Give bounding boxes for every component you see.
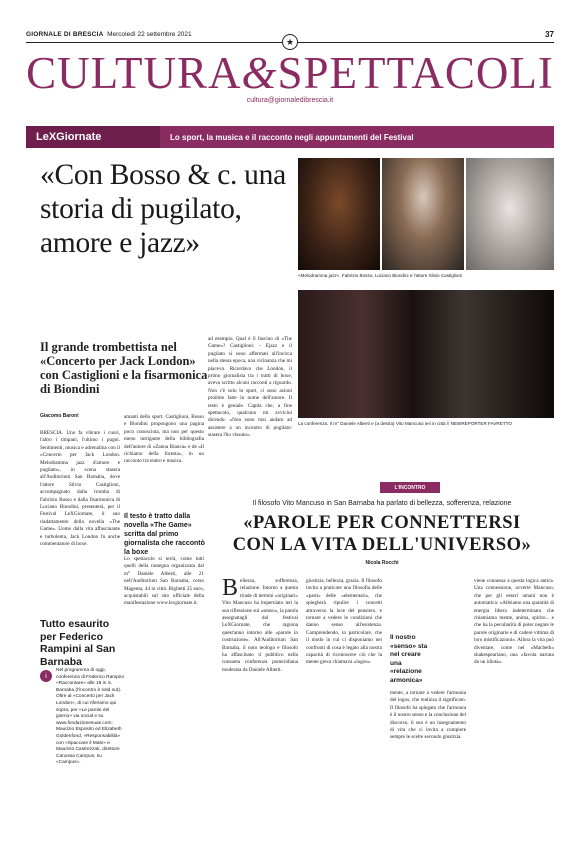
article1-column-1 bbox=[40, 430, 120, 551]
sidebar-text: Nel programma di oggi, conferenza di Federico Rampini «Raccontare» alle 18 in S. Barnaba (l'incontro è sold out). Oltre al «Concerto per Jack London», di cui riferiamo qui sopra, per «Le parole del giorno» via social e su www.fondazionesuas.com: Maurizio Esposito ed Elizabeth Goldenfond, «Responsabilità» con «Spaccare il Male» e Maurizio Castrezzati, direttore Canossa Campus, su «Campus». bbox=[56, 668, 124, 766]
issue-date: Mercoledì 22 settembre 2021 bbox=[107, 30, 192, 38]
photo-castiglioni bbox=[466, 158, 554, 270]
banner-subtitle: Lo sport, la musica e il racconto negli appuntamenti del Festival bbox=[170, 132, 414, 142]
section-title bbox=[26, 49, 554, 97]
article2-col2-text: giustizia, bellezza, grazia. Il filosofo invita a praticare una filosofia delle «parti» delle «elementari», che spiegherà ripulire i concetti attraverso la luce del pensiero, e tornare a vedere le condizioni che danno senso all'esistenza. Comprendendo, in particolare, che il modo in cui ci disponiamo nei confronti di cosa è legato alla nostra capacità di riconoscere ciò che la mente greca chiamava «logos». bbox=[306, 578, 382, 666]
article2-column-2 bbox=[306, 578, 382, 669]
article1-byline: Giacomo Baroni bbox=[40, 413, 79, 419]
banner-tag: LeXGiornate bbox=[26, 126, 160, 148]
article2-pullquote: Il nostro «senso» sta nel creare una «relazione armonica» bbox=[390, 634, 428, 684]
article2-col1-text: ellezza, sofferenza, relazione. Intorno a questa triade di termini «originari» Vito Mancuso ha imperniato ieri la sua riflessione sul «senso», la parola assegnatagli dal festival LeXGiornate, che ragiona quest'anno intorno alle «parole in costruzione». All'Auditorium San Barnaba, il noto teologo e filosofo ha affascinato il pubblico nella consueta conferenza pomeridiana moderata da Daniele Alberti. bbox=[222, 578, 298, 673]
page-number: 37 bbox=[545, 29, 554, 39]
article1-col2b-text: Lo spettacolo si terrà, come tutti quelli della rassegna organizzata dal m° Daniele Alberti, alle 21 nell'Auditorium San Barnaba, corso Magenta, 44 in città. Biglietti 25 euro, acquistabili sul sito ufficiale della manifestazione www.lexgiornate.it. bbox=[124, 556, 204, 607]
article2-kicker: Il filosofo Vito Mancuso in San Barnaba ha parlato di bellezza, sofferenza, relazione bbox=[252, 500, 512, 507]
photo-caption-top: «Melodramma jazz». Fabrizio Bosso, Luciano Biondini e l'attore Silvio Castiglioni bbox=[298, 273, 463, 278]
article1-column-3 bbox=[208, 336, 292, 442]
article1-column-2 bbox=[124, 414, 204, 468]
article1-col2-text: amanti dello sport. Castiglioni, Bosso e Biondini propongono una pagina poco conosciuta, ma non per questo meno intrigante della bibliografia dell'autore di «Zanna Bianca» e de «Il richiamo della foresta», in un racconto tra teatro e musica. bbox=[124, 414, 204, 465]
article2-column-4 bbox=[474, 578, 554, 669]
sidebar-title: Tutto esaurito per Federico Rampini al San Barnaba bbox=[40, 618, 116, 668]
paper-name: GIORNALE DI BRESCIA bbox=[26, 30, 104, 38]
section-email[interactable]: cultura@giornaledibrescia.it bbox=[246, 97, 334, 104]
drop-cap: B bbox=[222, 575, 239, 601]
photo-conference bbox=[298, 290, 554, 418]
festival-banner bbox=[26, 126, 554, 148]
article2-column-3 bbox=[390, 690, 466, 744]
article2-headline: «PAROLE PER CONNETTERSI CON LA VITA DELL'UNIVERSO» bbox=[232, 513, 532, 555]
article1-column-2b bbox=[124, 556, 204, 610]
article1-headline: «Con Bosso & c. una storia di pugilato, amore e jazz» bbox=[40, 159, 286, 259]
article1-deck: Il grande trombettista nel «Concerto per Jack London» con Castiglioni e la fisarmonica di Biondini bbox=[40, 340, 208, 396]
article1-col1-text: BRESCIA. Uno fa vibrare i cuori, l'altro i timpani, l'ultimo i pugni. Sentimenti, musica e adrenalina con il «Concerto per Jack London. Melodramma jazz d'amore e pugilato», in scena stasera all'Auditorium San Barnaba, dove l'attore Silvio Castiglioni, accompagnato dalla tromba di Fabrizio Bosso e dalla fisarmonica di Luciano Biondini, presenterà, per il Festival LeXGiornate, il suo riadattamento della novella «The Game». Uomo dalla vita affascinante e turbolenta, Jack London fu anche commentatore di boxe. bbox=[40, 430, 120, 548]
star-icon: ★ bbox=[282, 34, 298, 50]
section-title-amp: & bbox=[241, 48, 278, 98]
article1-col3-text: ad esempio. Qual è il fascino di «The Game»? Castiglioni: - Ejazz e il pugilato si sono affermati all'incirca nella stessa epoca, una vicinanza che mi piaceva. Ricordavo che London, il primo giornalista tra i tratti di boxe, aveva scritto alcuni racconti a riguardo. Non c'è solo lo sport, ci sono azioni proibite fatte in nome dell'amore. Il testo è geniale. Capita che, a fine spettacolo, qualcuno mi avvicini dicendo: «Non sono mai andato ad assistere a un incontro di pugilato: stasera l'ho vissuto». bbox=[208, 336, 292, 439]
article1-pullquote: Il testo è tratto dalla novella «The Game» scritta dal primo giornalista che raccontò la boxe bbox=[124, 513, 205, 556]
article2-col3-text: mente, a tornare a vedere l'armonia del logos, che realizza il significato. Il filosofo ha spiegato che l'armonia è il nostro senso e la conclusione del discorso, il suo è un insegnamento di vita che ci invita a compiere sempre le scelte secondo giustizia. bbox=[390, 690, 466, 741]
header-left bbox=[26, 31, 192, 38]
article2-column-1 bbox=[222, 575, 298, 676]
section-title-a: CULTURA bbox=[26, 48, 242, 98]
photo-caption-bottom: La conferenza. Il m° Daniele Alberti e (a destra) Vito Mancuso ieri in città // NEWREPORTER FAVRETTO bbox=[298, 421, 512, 426]
article2-label: L'INCONTRO bbox=[380, 482, 440, 493]
photo-bosso bbox=[298, 158, 380, 270]
section-title-b: SPETTACOLI bbox=[277, 48, 554, 98]
article2-byline: Nicola Rocchi bbox=[365, 560, 399, 566]
photo-biondini bbox=[382, 158, 464, 270]
info-icon: i bbox=[40, 670, 52, 682]
article2-col4-text: viene connessa a questa logica antica. Una connessione, avverte Mancuso, che per gli esseri umani non è automatica: «Abbiamo una quantità di energia libera indeterminata che chiamiamo mente, anima, spirito... e che ha la peculiarità di poter negare le parole originarie e di cadere vittima di loro mistificazioni». Allora la vita può diventare, come nel «Macbeth» shakespeariano, una «favola narrata da un idiota». bbox=[474, 578, 554, 666]
